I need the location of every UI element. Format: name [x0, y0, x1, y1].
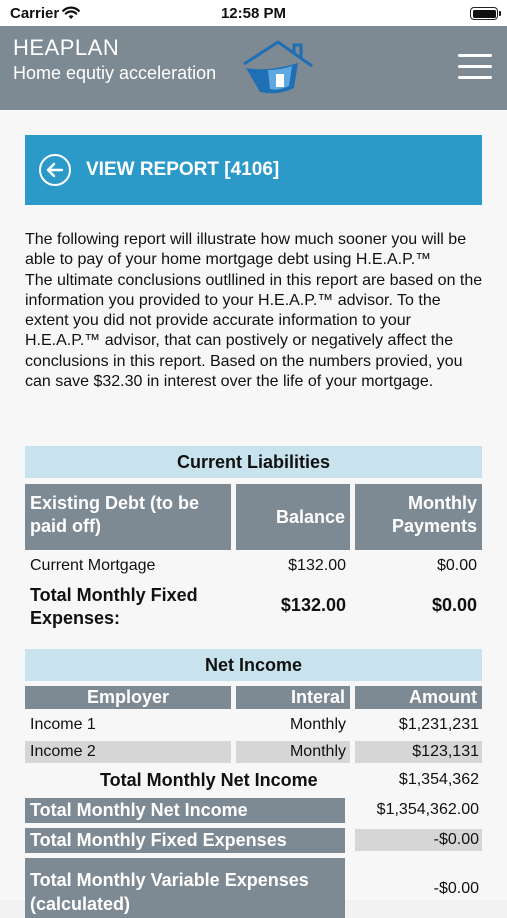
income-row-amount: $1,231,231: [398, 716, 479, 733]
report-intro: [25, 230, 485, 392]
income-row-employer: Income 1: [30, 716, 96, 733]
total-fixed-expenses-label: Total Monthly Fixed Expenses:: [30, 585, 198, 628]
income-row-interval: Monthly: [289, 743, 346, 760]
summary-net-income-label: Total Monthly Net Income: [25, 798, 345, 823]
view-report-bar[interactable]: [25, 135, 482, 205]
liabilities-header-balance: Balance: [236, 484, 350, 550]
total-net-income-amount: $1,354,362: [398, 771, 479, 788]
current-liabilities-heading: Current Liabilities: [25, 446, 482, 478]
summary-net-income-value: $1,354,362.00: [376, 801, 479, 818]
liability-balance: $132.00: [288, 557, 346, 574]
carrier-label: Carrier: [10, 5, 60, 22]
total-fixed-balance: $132.00: [280, 595, 346, 615]
total-fixed-payment: $0.00: [431, 595, 477, 615]
intro-paragraph-2: The ultimate conclusions outllined in this report are based on the information you provided to your H.E.A.P.™ advisor. To the extent you did not provide accurate information to your H.E.A.P.™ advisor, that can postively or negatively affect the conclusions in this report. Based on the numbers provied, you can save $32.30 in interest over the life of your mortgage.: [25, 271, 483, 391]
liability-name: Current Mortgage: [30, 557, 156, 574]
income-row-employer: Income 2: [30, 743, 96, 760]
back-arrow-icon[interactable]: [39, 154, 71, 186]
status-bar: [0, 0, 507, 26]
intro-paragraph-1: The following report will illustrate how much sooner you will be able to pay of your home mortgage debt using H.E.A.P.™: [25, 231, 467, 269]
battery-icon: [470, 7, 498, 20]
report-title: VIEW REPORT [4106]: [86, 159, 280, 180]
summary-fixed-expenses-label: Total Monthly Fixed Expenses: [25, 828, 345, 853]
hamburger-menu-icon[interactable]: [458, 54, 492, 80]
summary-variable-expenses-label: Total Monthly Variable Expenses (calculated): [25, 858, 345, 918]
report-content: [0, 110, 507, 914]
total-net-income-label: Total Monthly Net Income: [100, 770, 318, 790]
summary-variable-expenses-value: -$0.00: [433, 880, 479, 897]
liabilities-header-payments: Monthly Payments: [355, 484, 482, 550]
brand-name: HEAPLAN: [13, 35, 120, 60]
status-time: 12:58 PM: [220, 5, 287, 22]
liability-payment: $0.00: [436, 557, 477, 574]
income-row-amount: $123,131: [412, 743, 479, 760]
app-header: [0, 26, 507, 110]
income-header-interval: Interal: [236, 686, 350, 709]
liabilities-header-debt: Existing Debt (to be paid off): [25, 484, 231, 550]
income-row-interval: Monthly: [289, 716, 346, 733]
income-header-amount: Amount: [355, 686, 482, 709]
summary-fixed-expenses-value: -$0.00: [433, 831, 479, 848]
income-header-employer: Employer: [25, 686, 231, 709]
house-logo-icon: [238, 36, 314, 103]
net-income-heading: Net Income: [25, 649, 482, 681]
brand-tagline: Home equtiy acceleration: [13, 63, 217, 83]
